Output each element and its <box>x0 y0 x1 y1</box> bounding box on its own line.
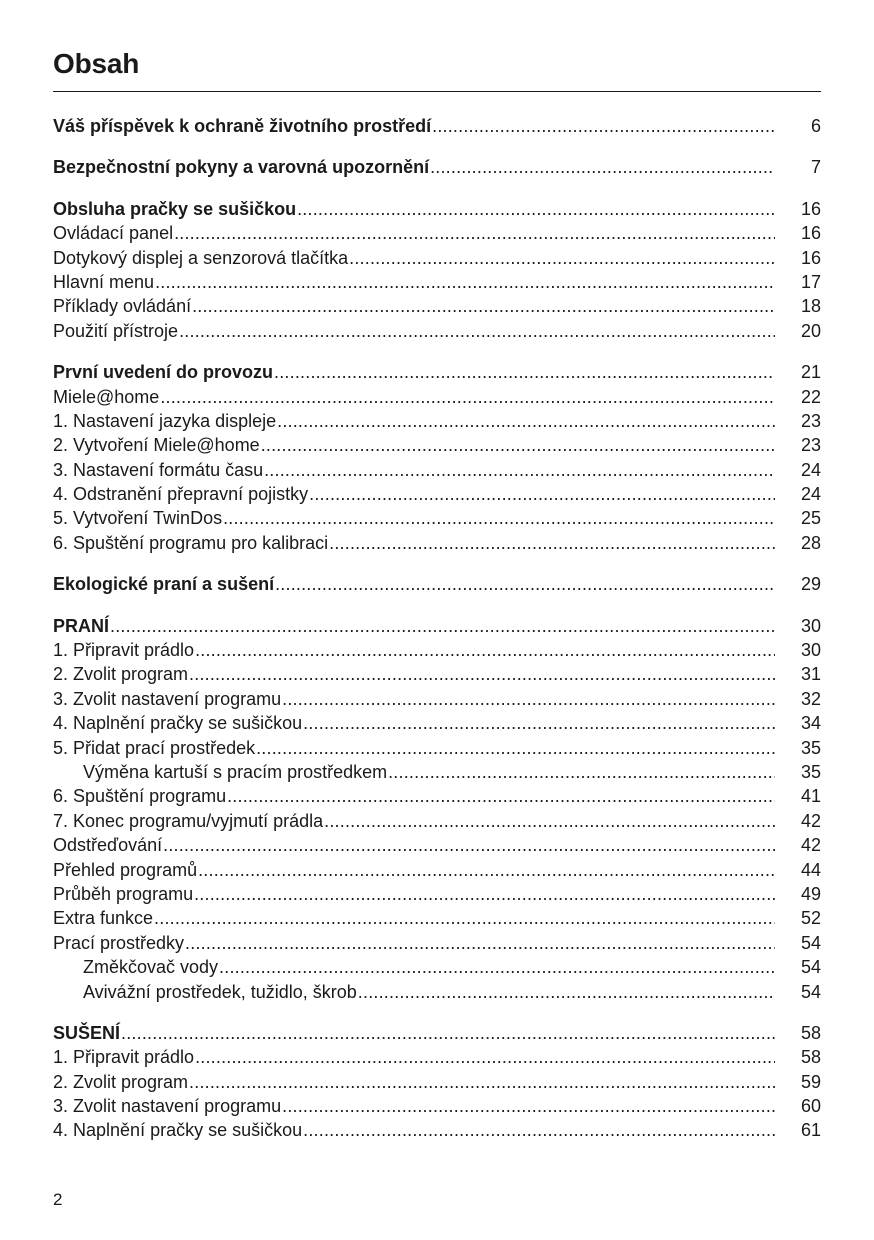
dot-leader <box>432 114 775 138</box>
dot-leader <box>192 294 775 318</box>
toc-entry[interactable] <box>53 572 821 596</box>
toc-entry-title: Hlavní menu <box>53 271 155 292</box>
title-divider <box>53 91 821 92</box>
toc-entry-title: Dotykový displej a senzorová tlačítka <box>53 247 349 268</box>
toc-entry-title: Ovládací panel <box>53 223 174 244</box>
toc-entry[interactable] <box>53 433 821 457</box>
toc-entry[interactable] <box>53 833 821 857</box>
toc-entry[interactable] <box>53 1070 821 1094</box>
toc-entry-page: 23 <box>800 410 821 431</box>
dot-leader <box>174 221 775 245</box>
toc-entry[interactable] <box>53 246 821 270</box>
toc-entry-page: 16 <box>800 223 821 244</box>
toc-entry-page: 24 <box>800 459 821 480</box>
toc-entry-title: 2. Zvolit program <box>53 1071 189 1092</box>
toc-entry[interactable] <box>53 531 821 555</box>
toc-entry[interactable] <box>53 638 821 662</box>
toc-entry-title: Avivážní prostředek, tužidlo, škrob <box>83 981 357 1002</box>
toc-entry-page: 6 <box>810 116 821 136</box>
toc-entry-title: 4. Naplnění pračky se sušičkou <box>53 1120 303 1141</box>
toc-entry[interactable] <box>53 955 821 979</box>
toc-entry-title: Průběh programu <box>53 883 194 904</box>
toc-entry-page: 30 <box>800 640 821 661</box>
dot-leader <box>324 809 775 833</box>
toc-entry[interactable] <box>53 319 821 343</box>
toc-entry[interactable] <box>53 360 821 384</box>
dot-leader <box>430 155 775 179</box>
toc-entry[interactable] <box>53 858 821 882</box>
toc-entry[interactable] <box>53 1021 821 1045</box>
dot-leader <box>275 572 775 596</box>
toc-entry-page: 49 <box>800 883 821 904</box>
toc-entry-page: 54 <box>800 932 821 953</box>
toc-entry[interactable] <box>53 270 821 294</box>
toc-entry-page: 54 <box>800 981 821 1002</box>
toc-entry-title: První uvedení do provozu <box>53 362 274 383</box>
toc-entry-page: 23 <box>800 435 821 456</box>
toc-entry[interactable] <box>53 882 821 906</box>
toc-entry-page: 35 <box>800 737 821 758</box>
dot-leader <box>227 784 775 808</box>
dot-leader <box>277 409 775 433</box>
dot-leader <box>282 1094 775 1118</box>
toc-entry-title: 1. Nastavení jazyka displeje <box>53 410 277 431</box>
toc-entry-page: 35 <box>800 761 821 782</box>
toc-entry-title: Bezpečnostní pokyny a varovná upozornění <box>53 157 430 178</box>
toc-entry-title: 3. Zvolit nastavení programu <box>53 1096 282 1117</box>
dot-leader <box>110 614 775 638</box>
toc-entry[interactable] <box>53 294 821 318</box>
toc-entry[interactable] <box>53 711 821 735</box>
toc-entry[interactable] <box>53 980 821 1004</box>
toc-entry[interactable] <box>53 906 821 930</box>
toc-entry[interactable] <box>53 662 821 686</box>
toc-entry[interactable] <box>53 1094 821 1118</box>
dot-leader <box>264 458 775 482</box>
toc-entry[interactable] <box>53 385 821 409</box>
dot-leader <box>195 638 775 662</box>
table-of-contents <box>53 114 821 1143</box>
toc-entry[interactable] <box>53 784 821 808</box>
toc-entry-title: Extra funkce <box>53 908 154 929</box>
dot-leader <box>163 833 775 857</box>
toc-entry-title: 5. Přidat prací prostředek <box>53 737 256 758</box>
toc-entry[interactable] <box>53 1045 821 1069</box>
toc-entry-title: 1. Připravit prádlo <box>53 1047 195 1068</box>
toc-entry-page: 60 <box>800 1096 821 1117</box>
toc-entry[interactable] <box>53 506 821 530</box>
toc-entry-page: 42 <box>800 810 821 831</box>
dot-leader <box>223 506 775 530</box>
toc-entry[interactable] <box>53 809 821 833</box>
dot-leader <box>154 906 775 930</box>
dot-leader <box>179 319 775 343</box>
page-number: 2 <box>53 1190 63 1209</box>
toc-entry[interactable] <box>53 931 821 955</box>
toc-entry-title: 2. Vytvoření Miele@home <box>53 435 260 456</box>
dot-leader <box>194 882 775 906</box>
toc-entry-title: 4. Odstranění přepravní pojistky <box>53 484 309 505</box>
toc-entry-page: 7 <box>810 157 821 178</box>
toc-entry-page: 29 <box>800 574 821 595</box>
toc-entry-page: 31 <box>800 664 821 685</box>
dot-leader <box>155 270 775 294</box>
toc-entry-title: 4. Naplnění pračky se sušičkou <box>53 713 303 734</box>
toc-entry-page: 30 <box>800 615 821 636</box>
dot-leader <box>185 931 775 955</box>
toc-entry-title: Příklady ovládání <box>53 296 192 317</box>
toc-entry[interactable] <box>53 155 821 179</box>
toc-entry-page: 58 <box>800 1022 821 1043</box>
toc-entry-page: 44 <box>800 859 821 880</box>
dot-leader <box>274 360 775 384</box>
toc-entry[interactable] <box>53 221 821 245</box>
toc-entry-page: 20 <box>800 320 821 341</box>
toc-entry[interactable] <box>53 1118 821 1142</box>
toc-entry-title: 5. Vytvoření TwinDos <box>53 508 223 529</box>
dot-leader <box>303 1118 775 1142</box>
dot-leader <box>160 385 775 409</box>
toc-entry-title: 6. Spuštění programu pro kalibraci <box>53 532 329 553</box>
toc-entry-title: 7. Konec programu/vyjmutí prádla <box>53 810 324 831</box>
dot-leader <box>358 980 775 1004</box>
toc-entry-page: 24 <box>800 484 821 505</box>
toc-entry-page: 59 <box>800 1071 821 1092</box>
toc-entry-page: 52 <box>800 908 821 929</box>
toc-entry-title: Přehled programů <box>53 859 198 880</box>
toc-entry-page: 28 <box>800 532 821 553</box>
toc-entry-page: 22 <box>800 386 821 407</box>
toc-entry-title: 1. Připravit prádlo <box>53 640 195 661</box>
toc-entry[interactable] <box>53 197 821 221</box>
toc-entry[interactable] <box>53 114 821 138</box>
toc-entry-page: 58 <box>800 1047 821 1068</box>
toc-entry-page: 18 <box>800 296 821 317</box>
toc-entry[interactable] <box>53 760 821 784</box>
dot-leader <box>303 711 775 735</box>
toc-entry-page: 16 <box>800 198 821 219</box>
dot-leader <box>198 858 775 882</box>
toc-entry[interactable] <box>53 614 821 638</box>
toc-entry-title: Použití přístroje <box>53 320 179 341</box>
toc-entry-title: 6. Spuštění programu <box>53 786 227 807</box>
toc-entry-title: SUŠENÍ <box>53 1022 121 1043</box>
toc-entry-title: Ekologické praní a sušení <box>53 574 275 595</box>
toc-entry-page: 16 <box>800 247 821 268</box>
dot-leader <box>349 246 775 270</box>
dot-leader <box>256 736 775 760</box>
toc-entry[interactable] <box>53 736 821 760</box>
toc-entry-title: Obsluha pračky se sušičkou <box>53 198 297 219</box>
toc-entry-title: Váš příspěvek k ochraně životního prostředí <box>53 116 432 136</box>
toc-entry-page: 32 <box>800 688 821 709</box>
toc-entry-page: 17 <box>800 271 821 292</box>
dot-leader <box>282 687 775 711</box>
dot-leader <box>297 197 775 221</box>
toc-entry-title: Prací prostředky <box>53 932 185 953</box>
toc-entry-title: PRANÍ <box>53 615 110 636</box>
toc-entry-title: Miele@home <box>53 386 160 407</box>
toc-entry-page: 61 <box>800 1120 821 1141</box>
dot-leader <box>219 955 775 979</box>
toc-entry[interactable] <box>53 409 821 433</box>
dot-leader <box>261 433 775 457</box>
toc-entry-page: 34 <box>800 713 821 734</box>
dot-leader <box>329 531 775 555</box>
toc-entry-title: 2. Zvolit program <box>53 664 189 685</box>
toc-entry-title: 3. Zvolit nastavení programu <box>53 688 282 709</box>
toc-entry-title: 3. Nastavení formátu času <box>53 459 264 480</box>
dot-leader <box>189 1070 775 1094</box>
toc-entry-page: 21 <box>800 362 821 383</box>
toc-entry-page: 25 <box>800 508 821 529</box>
dot-leader <box>121 1021 775 1045</box>
dot-leader <box>309 482 775 506</box>
toc-entry-page: 41 <box>800 786 821 807</box>
dot-leader <box>195 1045 775 1069</box>
page-title: Obsah <box>53 48 140 79</box>
toc-entry[interactable] <box>53 687 821 711</box>
dot-leader <box>189 662 775 686</box>
toc-entry-title: Výměna kartuší s pracím prostředkem <box>83 761 388 782</box>
toc-entry-title: Změkčovač vody <box>83 957 219 978</box>
toc-entry-title: Odstřeďování <box>53 835 163 856</box>
toc-entry[interactable] <box>53 458 821 482</box>
toc-entry[interactable] <box>53 482 821 506</box>
toc-entry-page: 54 <box>800 957 821 978</box>
toc-entry-page: 42 <box>800 835 821 856</box>
dot-leader <box>388 760 775 784</box>
